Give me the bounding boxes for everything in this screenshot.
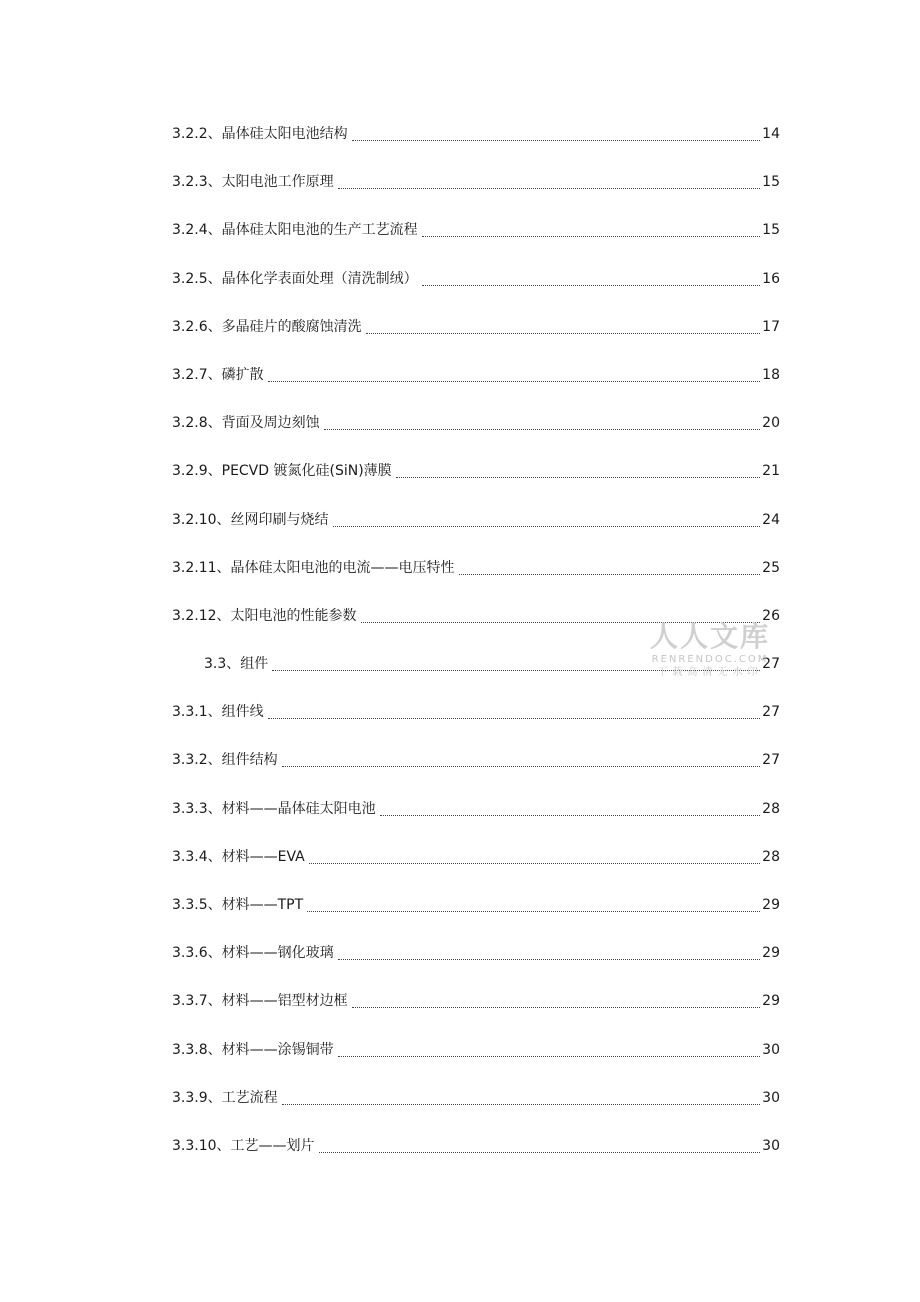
toc-entry[interactable] [172,267,780,315]
toc-entry-page-number: 26 [762,607,780,624]
toc-entry[interactable] [172,1038,780,1086]
toc-dot-leader [396,459,761,478]
toc-entry-title: 3.3.4、材料——EVA [172,848,305,865]
toc-dot-leader [282,1086,761,1105]
toc-entry[interactable] [172,797,780,845]
toc-entry-page-number: 30 [762,1041,780,1058]
toc-entry[interactable] [172,459,780,507]
toc-entry-page-number: 27 [762,704,780,721]
toc-entry-page-number: 27 [762,752,780,769]
toc-dot-leader [422,218,761,237]
toc-entry-title: 3.2.11、晶体硅太阳电池的电流——电压特性 [172,559,455,576]
toc-entry[interactable] [172,122,780,170]
toc-entry-title: 3.3.10、工艺——划片 [172,1137,315,1154]
toc-entry-title: 3.2.5、晶体化学表面处理（清洗制绒） [172,270,418,287]
toc-entry[interactable] [172,893,780,941]
toc-dot-leader [307,893,760,912]
toc-dot-leader [282,748,761,767]
toc-entry[interactable] [172,941,780,989]
watermark-slogan: 下载高清无水印 [657,667,763,678]
toc-dot-leader [380,797,761,816]
toc-dot-leader [309,845,760,864]
toc-entry-title: 3.2.12、太阳电池的性能参数 [172,607,357,624]
toc-dot-leader [324,411,761,430]
toc-entry-title: 3.2.8、背面及周边刻蚀 [172,415,320,432]
toc-entry-page-number: 15 [762,222,780,239]
toc-entry[interactable] [172,989,780,1037]
toc-entry-page-number: 29 [762,993,780,1010]
toc-entry-page-number: 20 [762,415,780,432]
toc-entry[interactable] [172,411,780,459]
toc-entry-page-number: 30 [762,1137,780,1154]
toc-entry-page-number: 18 [762,366,780,383]
toc-entry-page-number: 28 [762,848,780,865]
toc-entry-title: 3.2.4、晶体硅太阳电池的生产工艺流程 [172,222,418,239]
toc-entry-title: 3.3、组件 [204,656,269,673]
toc-entry[interactable] [172,170,780,218]
toc-entry[interactable] [172,508,780,556]
toc-entry-title: 3.3.5、材料——TPT [172,897,304,913]
toc-entry-title: 3.3.1、组件线 [172,704,264,721]
toc-entry-page-number: 15 [762,174,780,191]
toc-entry-page-number: 27 [762,656,780,673]
toc-entry-title: 3.3.6、材料——钢化玻璃 [172,945,334,962]
watermark-title: 人人文库 [649,620,770,653]
toc-entry-page-number: 16 [762,270,780,287]
toc-dot-leader [338,941,761,960]
toc-entry-page-number: 14 [762,126,780,142]
toc-entry-title: 3.2.10、丝网印刷与烧结 [172,511,329,528]
toc-entry-page-number: 21 [762,463,780,480]
toc-dot-leader [459,556,761,575]
toc-entry-title: 3.2.2、晶体硅太阳电池结构 [172,126,348,142]
toc-entry-title: 3.3.9、工艺流程 [172,1089,278,1106]
toc-dot-leader [338,1038,761,1057]
toc-entry[interactable] [172,1134,780,1182]
toc-entry[interactable] [172,556,780,604]
toc-entry-page-number: 25 [762,559,780,576]
toc-entry-page-number: 24 [762,511,780,528]
toc-entry[interactable] [172,218,780,266]
toc-dot-leader [268,363,761,382]
toc-dot-leader [352,122,761,141]
toc-entry[interactable] [172,700,780,748]
toc-entry[interactable] [172,748,780,796]
toc-dot-leader [333,508,761,527]
toc-entry-title: 3.2.3、太阳电池工作原理 [172,174,334,191]
toc-entry-title: 3.2.9、PECVD 镀氮化硅(SiN)薄膜 [172,463,392,480]
toc-entry-title: 3.3.8、材料——涂锡铜带 [172,1041,334,1058]
toc-entry[interactable] [172,845,780,893]
watermark-logo [646,620,774,680]
toc-entry-title: 3.3.7、材料——铝型材边框 [172,993,348,1010]
toc-entry[interactable] [172,363,780,411]
toc-entry-page-number: 28 [762,800,780,817]
toc-dot-leader [366,315,761,334]
toc-dot-leader [319,1134,761,1153]
toc-entry[interactable] [172,1086,780,1134]
toc-entry[interactable] [172,315,780,363]
toc-entry-page-number: 17 [762,318,780,335]
toc-entry-page-number: 29 [762,945,780,962]
toc-entry-title: 3.3.2、组件结构 [172,752,278,769]
toc-entry-page-number: 30 [762,1089,780,1106]
toc-entry-title: 3.2.6、多晶硅片的酸腐蚀清洗 [172,318,362,335]
toc-dot-leader [338,170,761,189]
toc-entry-title: 3.3.3、材料——晶体硅太阳电池 [172,800,376,817]
watermark-domain: RENRENDOC.COM [651,654,769,665]
toc-dot-leader [268,700,761,719]
toc-dot-leader [352,989,761,1008]
toc-entry-page-number: 29 [762,897,780,913]
toc-entry-title: 3.2.7、磷扩散 [172,366,264,383]
toc-dot-leader [422,267,761,286]
